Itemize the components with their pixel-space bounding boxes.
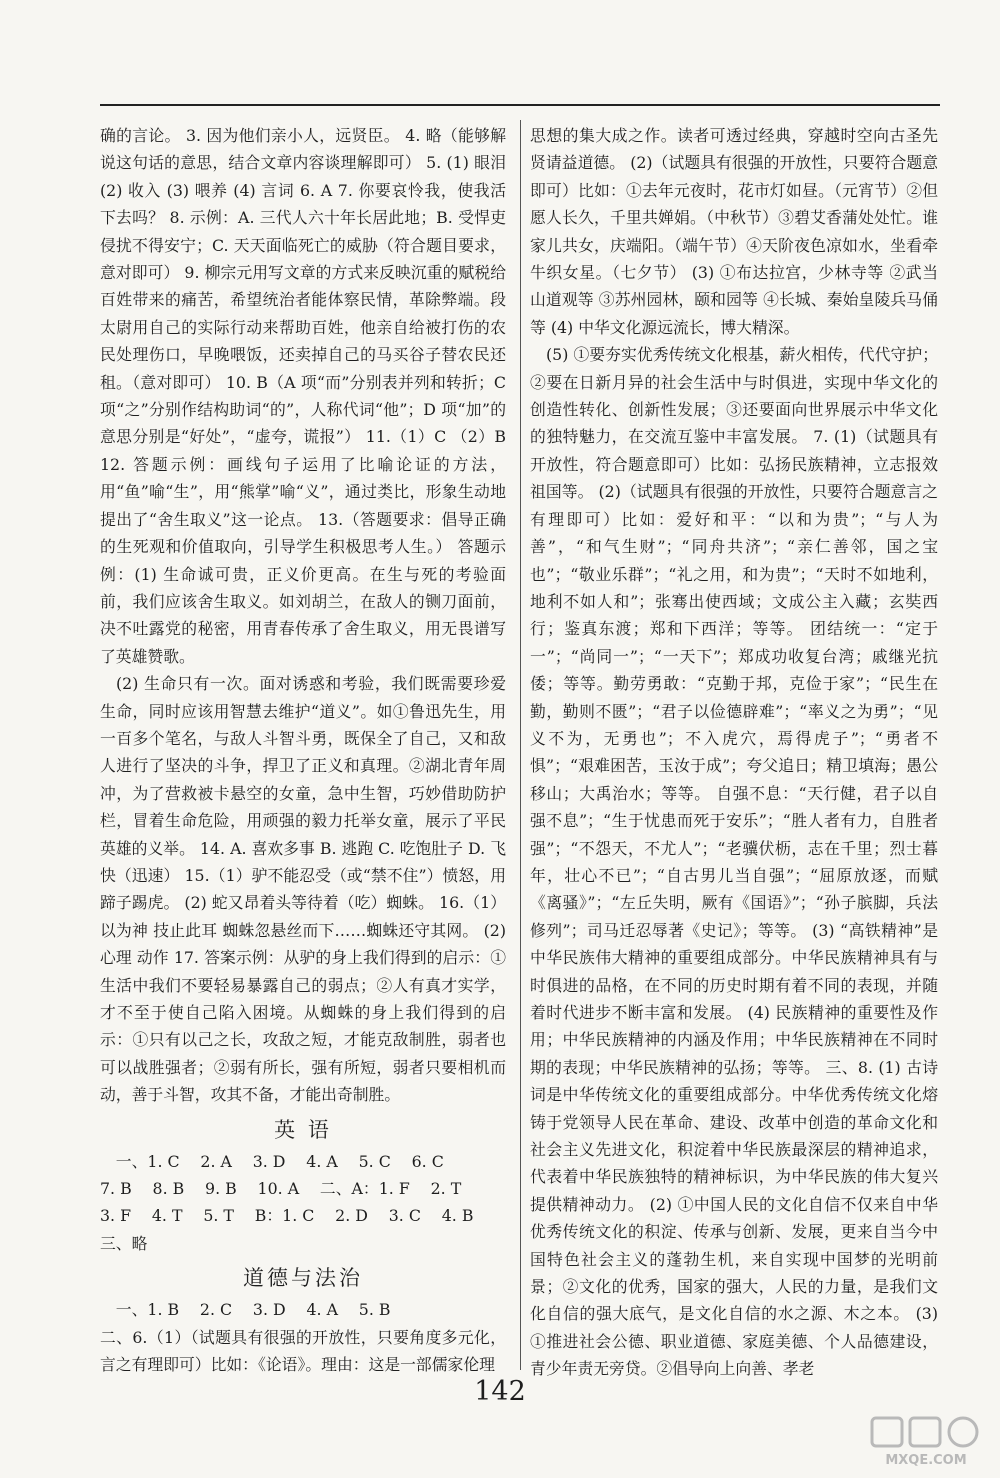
english-answers-line: 7. B 8. B 9. B 10. A 二、A：1. F 2. T bbox=[100, 1179, 462, 1199]
column-divider bbox=[520, 120, 521, 1370]
english-answers-line: 三、略 bbox=[100, 1233, 148, 1253]
english-answers-line: 3. F 4. T 5. T B：1. C 2. D 3. C 4. B bbox=[100, 1206, 474, 1226]
morality-answers-paragraph: 思想的集大成之作。读者可透过经典，穿越时空向古圣先贤请益道德。 (2)（试题具有很强的开放性，只要符合题意即可）比如：①去年元夜时，花市灯如昼。（元宵节）②但愿人长久，千里共婵娟。（中秋节）③碧艾香蒲处处忙。谁家儿共女，庆端阳。（端午节）④天阶夜色凉如水，坐看牵牛织女星。（七夕节） (3) ①布达拉宫，少林寺等 ②武当山道观等 ③苏州园林，颐和园等 ④长城、秦始皇陵兵马俑等 (4) 中华文化源远流长，博大精深。 bbox=[530, 126, 938, 337]
morality-answers-paragraph: 二、6.（1）（试题具有很强的开放性，只要角度多元化，言之有理即可）比如：《论语》。理由：这是一部儒家伦理 bbox=[100, 1327, 506, 1375]
morality-answers-line: 一、1. B 2. C 3. D 4. A 5. B bbox=[100, 1300, 391, 1320]
watermark-logo-icon bbox=[868, 1414, 984, 1470]
header-rule bbox=[100, 104, 940, 106]
watermark-text: MXQE.COM bbox=[885, 1453, 967, 1468]
english-answers-line: 一、1. C 2. A 3. D 4. A 5. C 6. C bbox=[100, 1151, 444, 1171]
right-column bbox=[530, 122, 938, 1383]
english-section-title: 英 语 bbox=[274, 1117, 332, 1142]
left-column bbox=[100, 122, 506, 1378]
morality-section-title: 道德与法治 bbox=[243, 1266, 363, 1291]
chinese-answers-paragraph: 确的言论。 3. 因为他们亲小人，远贤臣。 4. 略（能够解说这句话的意思，结合文章内容谈理解即可） 5. (1) 眼泪 (2) 收入 (3) 喂养 (4) 言词 6. A 7. 你要哀怜我，使我活下去吗？ 8. 示例：A. 三代人六十年长居此地；B. 受悍吏侵扰不得安宁；C. 天天面临死亡的威胁（符合题目要求，意对即可） 9. 柳宗元用写文章的方式来反映沉重的赋税给百姓带来的痛苦，希望统治者能体察民情，革除弊端。段太尉用自己的实际行动来帮助百姓，他亲自给被打伤的农民处理伤口，早晚喂饭，还卖掉自己的马买谷子替农民还租。（意对即可） 10. B（A 项“而”分别表并列和转折；C 项“之”分别作结构助词“的”，人称代词“他”；D 项“加”的意思分别是“好处”，“虚夸，谎报”） 11.（1）C （2）B 12. 答题示例：画线句子运用了比喻论证的方法，用“鱼”喻“生”，用“熊掌”喻“义”，通过类比，形象生动地提出了“舍生取义”这一论点。 13.（答题要求：倡导正确的生死观和价值取向，引导学生积极思考人生。） 答题示例：(1) 生命诚可贵，正义价更高。在生与死的考验面前，我们应该舍生取义。如刘胡兰，在敌人的铡刀面前，决不吐露党的秘密，用青春传承了舍生取义，用无畏谱写了英雄赞歌。 bbox=[100, 126, 506, 666]
page-number: 142 bbox=[474, 1376, 526, 1407]
chinese-answers-paragraph-2: (2) 生命只有一次。面对诱惑和考验，我们既需要珍爱生命，同时应该用智慧去维护“道义”。如①鲁迅先生，用一百多个笔名，与敌人斗智斗勇，既保全了自己，又和敌人进行了坚决的斗争，捍卫了正义和真理。②湖北青年周冲，为了营救被卡悬空的女童，急中生智，巧妙借助防护栏，冒着生命危险，用顽强的毅力托举女童，展示了平民英雄的义举。 14. A. 喜欢多事 B. 逃跑 C. 吃饱肚子 D. 飞快（迅速） 15.（1）驴不能忍受（或“禁不住”）愤怒，用蹄子踢虎。 (2) 蛇又昂着头等待着（吃）蜘蛛。 16.（1）以为神 技止此耳 蜘蛛忽悬丝而下……蜘蛛还守其网。 (2) 心理 动作 17. 答案示例：从驴的身上我们得到的启示：①生活中我们不要轻易暴露自己的弱点；②人有真才实学，才不至于使自己陷入困境。从蜘蛛的身上我们得到的启示：①只有以己之长，攻敌之短，才能克敌制胜，弱者也可以战胜强者；②弱有所长，强有所短，弱者只要相机而动，善于斗智，攻其不备，才能出奇制胜。 bbox=[100, 674, 506, 1105]
morality-answers-paragraph-2: (5) ①要夯实优秀传统文化根基，薪火相传，代代守护；②要在日新月异的社会生活中与时俱进，实现中华文化的创造性转化、创新性发展；③还要面向世界展示中华文化的独特魅力，在交流互鉴中丰富发展。 7. (1)（试题具有开放性，符合题意即可）比如：弘扬民族精神，立志报效祖国等。 (2)（试题具有很强的开放性，只要符合题意言之有理即可）比如：爱好和平：“以和为贵”；“与人为善”，“和气生财”；“同舟共济”；“亲仁善邻，国之宝也”；“敬业乐群”；“礼之用，和为贵”；“天时不如地利，地利不如人和”；张骞出使西域；文成公主入藏；玄奘西行；鉴真东渡；郑和下西洋；等等。 团结统一：“定于一”；“尚同一”；“一天下”；郑成功收复台湾；戚继光抗倭；等等。勤劳勇敢：“克勤于邦，克俭于家”；“民生在勤，勤则不匮”；“君子以俭德辟难”；“率义之为勇”；“见义不为，无勇也”；不入虎穴，焉得虎子”；“勇者不惧”；“艰难困苦，玉汝于成”；夸父追日；精卫填海；愚公移山；大禹治水；等等。 自强不息：“天行健，君子以自强不息”；“生于忧患而死于安乐”；“胜人者有力，自胜者强”；“不怨天，不尤人”；“老骥伏枥，志在千里；烈士暮年，壮心不已”；“自古男儿当自强”；“屈原放逐，而赋《离骚》”；“左丘失明，厥有《国语》”；“孙子膑脚，兵法修列”；司马迁忍辱著《史记》；等等。 (3) “高铁精神”是中华民族伟大精神的重要组成部分。中华民族精神具有与时俱进的品格，在不同的历史时期有着不同的表现，并随着时代进步不断丰富和发展。 (4) 民族精神的重要性及作用；中华民族精神的内涵及作用；中华民族精神在不同时期的表现；中华民族精神的弘扬；等等。 三、8. (1) 古诗词是中华传统文化的重要组成部分。中华优秀传统文化熔铸于党领导人民在革命、建设、改革中创造的革命文化和社会主义先进文化，积淀着中华民族最深层的精神追求，代表着中华民族独特的精神标识，为中华民族的伟大复兴提供精神动力。 (2) ①中国人民的文化自信不仅来自中华优秀传统文化的积淀、传承与创新、发展，更来自当今中国特色社会主义的蓬勃生机，来自实现中国梦的光明前景；②文化的优秀，国家的强大，人民的力量，是我们文化自信的强大底气，是文化自信的水之源、木之本。 (3) ①推进社会公德、职业道德、家庭美德、个人品德建设，青少年责无旁贷。②倡导向上向善、孝老 bbox=[530, 345, 938, 1379]
